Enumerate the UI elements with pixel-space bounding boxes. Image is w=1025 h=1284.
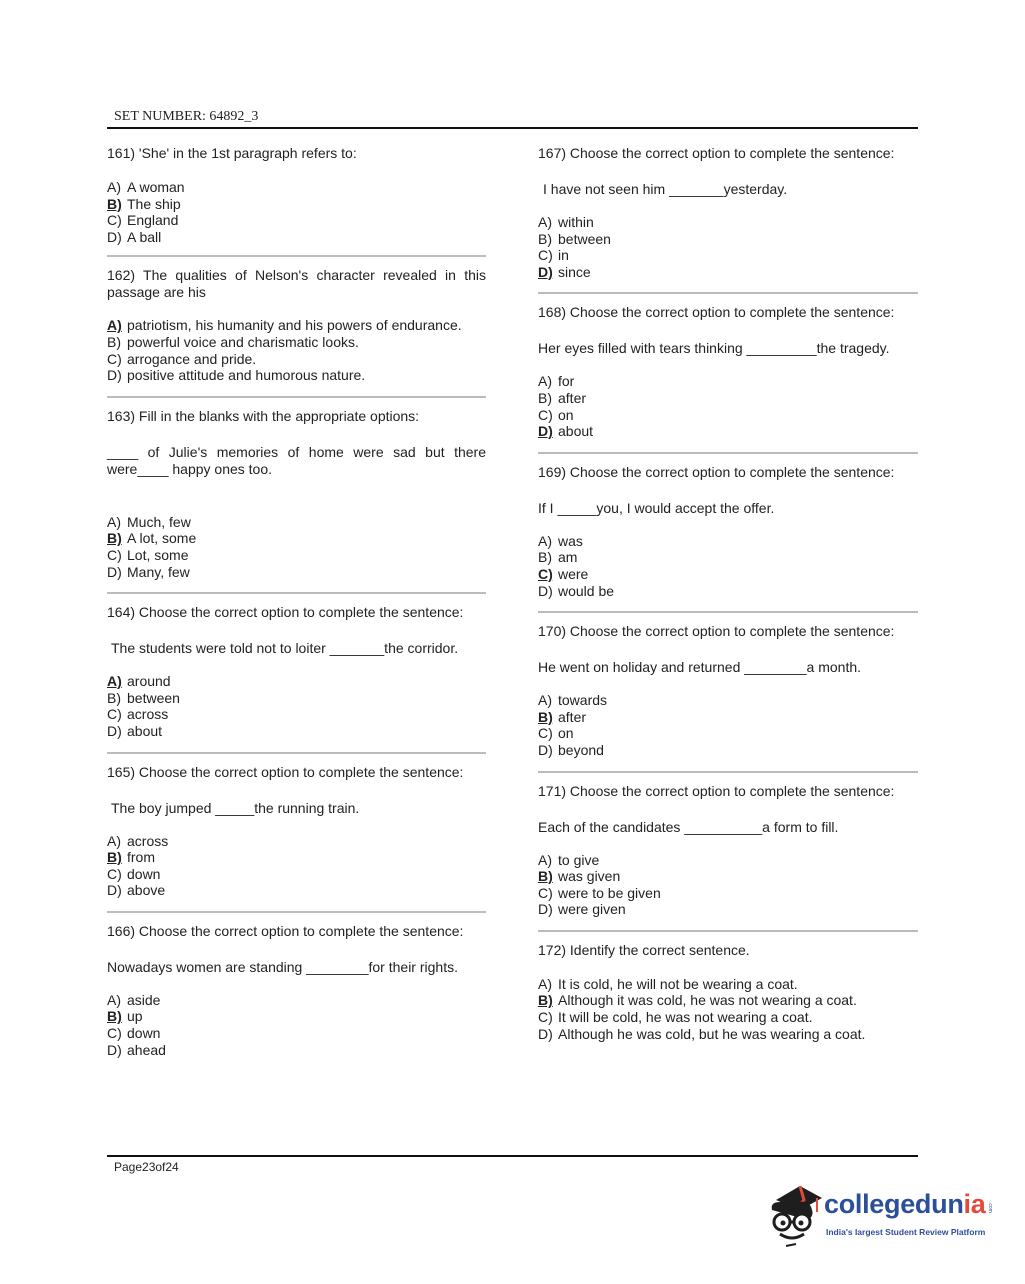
option-c bbox=[107, 547, 486, 564]
options-list bbox=[538, 214, 918, 280]
option-text: above bbox=[127, 882, 166, 899]
question-stem: 164) Choose the correct option to complete the sentence: bbox=[107, 604, 464, 621]
question-stem: 171) Choose the correct option to complete the sentence: bbox=[538, 782, 895, 799]
option-b bbox=[107, 1008, 486, 1025]
option-b bbox=[107, 334, 486, 351]
option-a bbox=[107, 833, 486, 850]
option-text: Lot, some bbox=[127, 546, 189, 563]
question-stem: 172) Identify the correct sentence. bbox=[538, 941, 750, 958]
option-d bbox=[538, 264, 918, 281]
question-172 bbox=[538, 932, 918, 1042]
option-label: B) bbox=[538, 230, 552, 247]
option-text: down bbox=[127, 1025, 161, 1042]
option-text: The ship bbox=[127, 195, 181, 212]
option-label: D) bbox=[107, 1041, 122, 1058]
option-text: arrogance and pride. bbox=[127, 350, 257, 367]
option-label: B) bbox=[538, 549, 552, 566]
option-label: A) bbox=[107, 179, 121, 195]
option-a bbox=[107, 673, 486, 690]
correct-answer-label: B) bbox=[107, 195, 122, 212]
option-c bbox=[538, 407, 918, 424]
question-170 bbox=[538, 613, 918, 758]
option-d bbox=[538, 583, 918, 600]
option-label: A) bbox=[107, 832, 121, 849]
options-list bbox=[538, 533, 918, 599]
option-text: were bbox=[558, 565, 589, 582]
option-label: C) bbox=[107, 350, 122, 367]
option-text: England bbox=[127, 212, 179, 229]
question-166 bbox=[107, 913, 486, 1058]
option-b bbox=[538, 868, 918, 885]
option-b bbox=[538, 709, 918, 726]
option-label: D) bbox=[107, 882, 122, 899]
option-text: on bbox=[558, 406, 574, 423]
option-a bbox=[538, 214, 918, 231]
option-d bbox=[538, 1026, 918, 1043]
correct-answer-label: B) bbox=[107, 530, 122, 547]
correct-answer-label: B) bbox=[107, 849, 122, 866]
option-a bbox=[538, 692, 918, 709]
option-label: C) bbox=[538, 247, 553, 264]
page-number: Page23of24 bbox=[114, 1160, 179, 1174]
option-text: were to be given bbox=[558, 884, 661, 901]
question-sentence: Her eyes filled with tears thinking _________the tragedy. bbox=[538, 340, 890, 357]
left-column bbox=[107, 145, 486, 1058]
option-text: about bbox=[558, 423, 594, 440]
options-list bbox=[538, 852, 918, 918]
option-b bbox=[538, 390, 918, 407]
collegedunia-logo bbox=[766, 1180, 996, 1250]
question-171 bbox=[538, 773, 918, 918]
option-text: after bbox=[558, 708, 587, 725]
right-column bbox=[538, 145, 918, 1042]
question-sentence: I have not seen him _______yesterday. bbox=[543, 181, 788, 197]
question-164 bbox=[107, 594, 486, 739]
question-sentence: The boy jumped _____the running train. bbox=[111, 799, 360, 816]
option-text: was given bbox=[558, 868, 621, 885]
question-stem: 170) Choose the correct option to complete the sentence: bbox=[538, 623, 895, 640]
option-text: would be bbox=[558, 582, 615, 599]
options-list bbox=[538, 373, 918, 439]
option-label: A) bbox=[538, 532, 552, 549]
option-c bbox=[107, 1025, 486, 1042]
option-text: A woman bbox=[127, 179, 185, 195]
option-text: around bbox=[127, 673, 171, 690]
option-a bbox=[107, 179, 486, 196]
logo-wordmark: collegedunia bbox=[824, 1189, 986, 1219]
option-label: C) bbox=[107, 865, 122, 882]
option-d bbox=[107, 1042, 486, 1059]
option-c bbox=[538, 885, 918, 902]
option-d bbox=[107, 229, 486, 246]
option-text: between bbox=[558, 230, 611, 247]
option-text: ahead bbox=[127, 1041, 166, 1058]
option-text: positive attitude and humorous nature. bbox=[127, 367, 366, 384]
option-text: after bbox=[558, 389, 587, 406]
option-label: B) bbox=[107, 689, 121, 706]
option-text: It is cold, he will not be wearing a coat. bbox=[558, 975, 798, 992]
question-168 bbox=[538, 294, 918, 439]
options-list bbox=[538, 976, 918, 1042]
correct-answer-label: D) bbox=[538, 423, 553, 440]
question-sentence: He went on holiday and returned ________a month. bbox=[538, 659, 862, 676]
option-b bbox=[538, 549, 918, 566]
correct-answer-label: B) bbox=[538, 992, 553, 1009]
option-a bbox=[107, 514, 486, 531]
option-text: towards bbox=[558, 692, 608, 709]
option-text: from bbox=[127, 849, 155, 866]
option-text: patriotism, his humanity and his powers of endurance. bbox=[127, 317, 462, 334]
option-d bbox=[107, 564, 486, 581]
option-text: aside bbox=[127, 991, 161, 1008]
page-header bbox=[107, 109, 918, 129]
option-label: D) bbox=[107, 228, 122, 245]
correct-answer-label: B) bbox=[107, 1008, 122, 1025]
option-c bbox=[538, 1009, 918, 1026]
option-label: C) bbox=[538, 1009, 553, 1026]
option-label: D) bbox=[538, 582, 553, 599]
option-b bbox=[107, 690, 486, 707]
options-list bbox=[107, 179, 486, 245]
options-list bbox=[107, 673, 486, 739]
option-text: Although he was cold, but he was wearing a coat. bbox=[558, 1025, 866, 1042]
options-list bbox=[107, 833, 486, 899]
option-b bbox=[107, 849, 486, 866]
options-list bbox=[538, 692, 918, 758]
option-a bbox=[107, 992, 486, 1009]
option-label: A) bbox=[538, 975, 552, 992]
option-text: am bbox=[558, 549, 578, 566]
option-label: C) bbox=[538, 725, 553, 742]
option-text: across bbox=[127, 832, 169, 849]
correct-answer-label: A) bbox=[107, 673, 122, 690]
option-b bbox=[107, 196, 486, 213]
option-d bbox=[538, 423, 918, 440]
option-text: beyond bbox=[558, 741, 604, 758]
option-text: within bbox=[558, 214, 594, 230]
option-d bbox=[538, 742, 918, 759]
option-label: B) bbox=[538, 389, 552, 406]
correct-answer-label: B) bbox=[538, 868, 553, 885]
option-label: D) bbox=[107, 722, 122, 739]
option-text: A lot, some bbox=[127, 530, 197, 547]
option-text: to give bbox=[558, 851, 600, 868]
logo-tagline: India's largest Student Review Platform bbox=[826, 1227, 986, 1237]
option-a bbox=[538, 373, 918, 390]
question-stem: 165) Choose the correct option to complete the sentence: bbox=[107, 763, 464, 780]
options-list bbox=[107, 992, 486, 1058]
correct-answer-label: A) bbox=[107, 317, 122, 334]
option-c bbox=[538, 725, 918, 742]
option-label: D) bbox=[107, 563, 122, 580]
option-text: up bbox=[127, 1008, 143, 1025]
footer-divider bbox=[107, 1155, 918, 1157]
option-label: D) bbox=[538, 901, 553, 918]
option-text: since bbox=[558, 263, 591, 280]
option-label: A) bbox=[107, 513, 121, 530]
option-text: Although it was cold, he was not wearing a coat. bbox=[558, 992, 857, 1009]
set-number: SET NUMBER: 64892_3 bbox=[114, 109, 259, 124]
option-label: D) bbox=[107, 367, 122, 384]
option-label: A) bbox=[538, 851, 552, 868]
option-text: between bbox=[127, 689, 180, 706]
options-list bbox=[107, 514, 486, 580]
question-stem: 168) Choose the correct option to complete the sentence: bbox=[538, 304, 895, 321]
option-label: C) bbox=[538, 884, 553, 901]
question-sentence: Nowadays women are standing ________for their rights. bbox=[107, 958, 458, 975]
option-d bbox=[538, 901, 918, 918]
option-label: C) bbox=[107, 212, 122, 229]
question-165 bbox=[107, 754, 486, 899]
option-label: A) bbox=[107, 991, 121, 1008]
option-a bbox=[538, 976, 918, 993]
option-text: Much, few bbox=[127, 513, 191, 530]
option-label: D) bbox=[538, 741, 553, 758]
option-text: about bbox=[127, 722, 163, 739]
option-d bbox=[107, 367, 486, 384]
correct-answer-label: B) bbox=[538, 708, 553, 725]
option-c bbox=[107, 706, 486, 723]
option-label: A) bbox=[538, 692, 552, 709]
option-c bbox=[107, 351, 486, 368]
option-label: B) bbox=[107, 333, 121, 350]
question-stem: 169) Choose the correct option to complete the sentence: bbox=[538, 463, 895, 480]
question-stem: 162) The qualities of Nelson's character revealed in this passage are his bbox=[107, 267, 486, 301]
option-text: was bbox=[558, 532, 583, 549]
mascot-icon bbox=[766, 1180, 826, 1250]
option-text: A ball bbox=[127, 228, 162, 245]
question-stem: 163) Fill in the blanks with the appropriate options: bbox=[107, 407, 420, 424]
option-b bbox=[107, 530, 486, 547]
logo-domain: .com bbox=[987, 1202, 993, 1213]
question-sentence: ____ of Julie's memories of home were sad but there were____ happy ones too. bbox=[107, 443, 486, 477]
option-c bbox=[538, 566, 918, 583]
option-text: powerful voice and charismatic looks. bbox=[127, 333, 359, 350]
option-b bbox=[538, 992, 918, 1009]
question-161 bbox=[107, 145, 486, 245]
option-text: Many, few bbox=[127, 563, 190, 580]
question-169 bbox=[538, 454, 918, 599]
option-d bbox=[107, 882, 486, 899]
option-d bbox=[107, 723, 486, 740]
option-text: down bbox=[127, 865, 161, 882]
option-text: It will be cold, he was not wearing a coat. bbox=[558, 1009, 813, 1026]
option-label: C) bbox=[538, 406, 553, 423]
option-label: D) bbox=[538, 1025, 553, 1042]
question-167 bbox=[538, 145, 918, 280]
option-text: in bbox=[558, 247, 569, 264]
correct-answer-label: D) bbox=[538, 263, 553, 280]
correct-answer-label: C) bbox=[538, 565, 553, 582]
question-stem: 166) Choose the correct option to complete the sentence: bbox=[107, 922, 464, 939]
question-sentence: Each of the candidates __________a form to fill. bbox=[538, 818, 839, 835]
option-label: C) bbox=[107, 1025, 122, 1042]
question-stem: 167) Choose the correct option to complete the sentence: bbox=[538, 145, 895, 161]
option-label: A) bbox=[538, 373, 552, 390]
option-a bbox=[538, 533, 918, 550]
option-text: on bbox=[558, 725, 574, 742]
option-b bbox=[538, 231, 918, 248]
option-a bbox=[107, 317, 486, 334]
options-list bbox=[107, 317, 486, 383]
question-163 bbox=[107, 398, 486, 580]
option-c bbox=[107, 866, 486, 883]
option-label: C) bbox=[107, 706, 122, 723]
option-label: C) bbox=[107, 546, 122, 563]
option-label: A) bbox=[538, 214, 552, 230]
option-text: for bbox=[558, 373, 575, 390]
question-162 bbox=[107, 257, 486, 383]
question-stem: 161) 'She' in the 1st paragraph refers to: bbox=[107, 145, 357, 161]
option-c bbox=[107, 212, 486, 229]
question-sentence: The students were told not to loiter _______the corridor. bbox=[111, 640, 459, 657]
option-a bbox=[538, 852, 918, 869]
option-text: were given bbox=[558, 901, 626, 918]
question-sentence: If I _____you, I would accept the offer. bbox=[538, 499, 775, 516]
option-text: across bbox=[127, 706, 169, 723]
option-c bbox=[538, 247, 918, 264]
